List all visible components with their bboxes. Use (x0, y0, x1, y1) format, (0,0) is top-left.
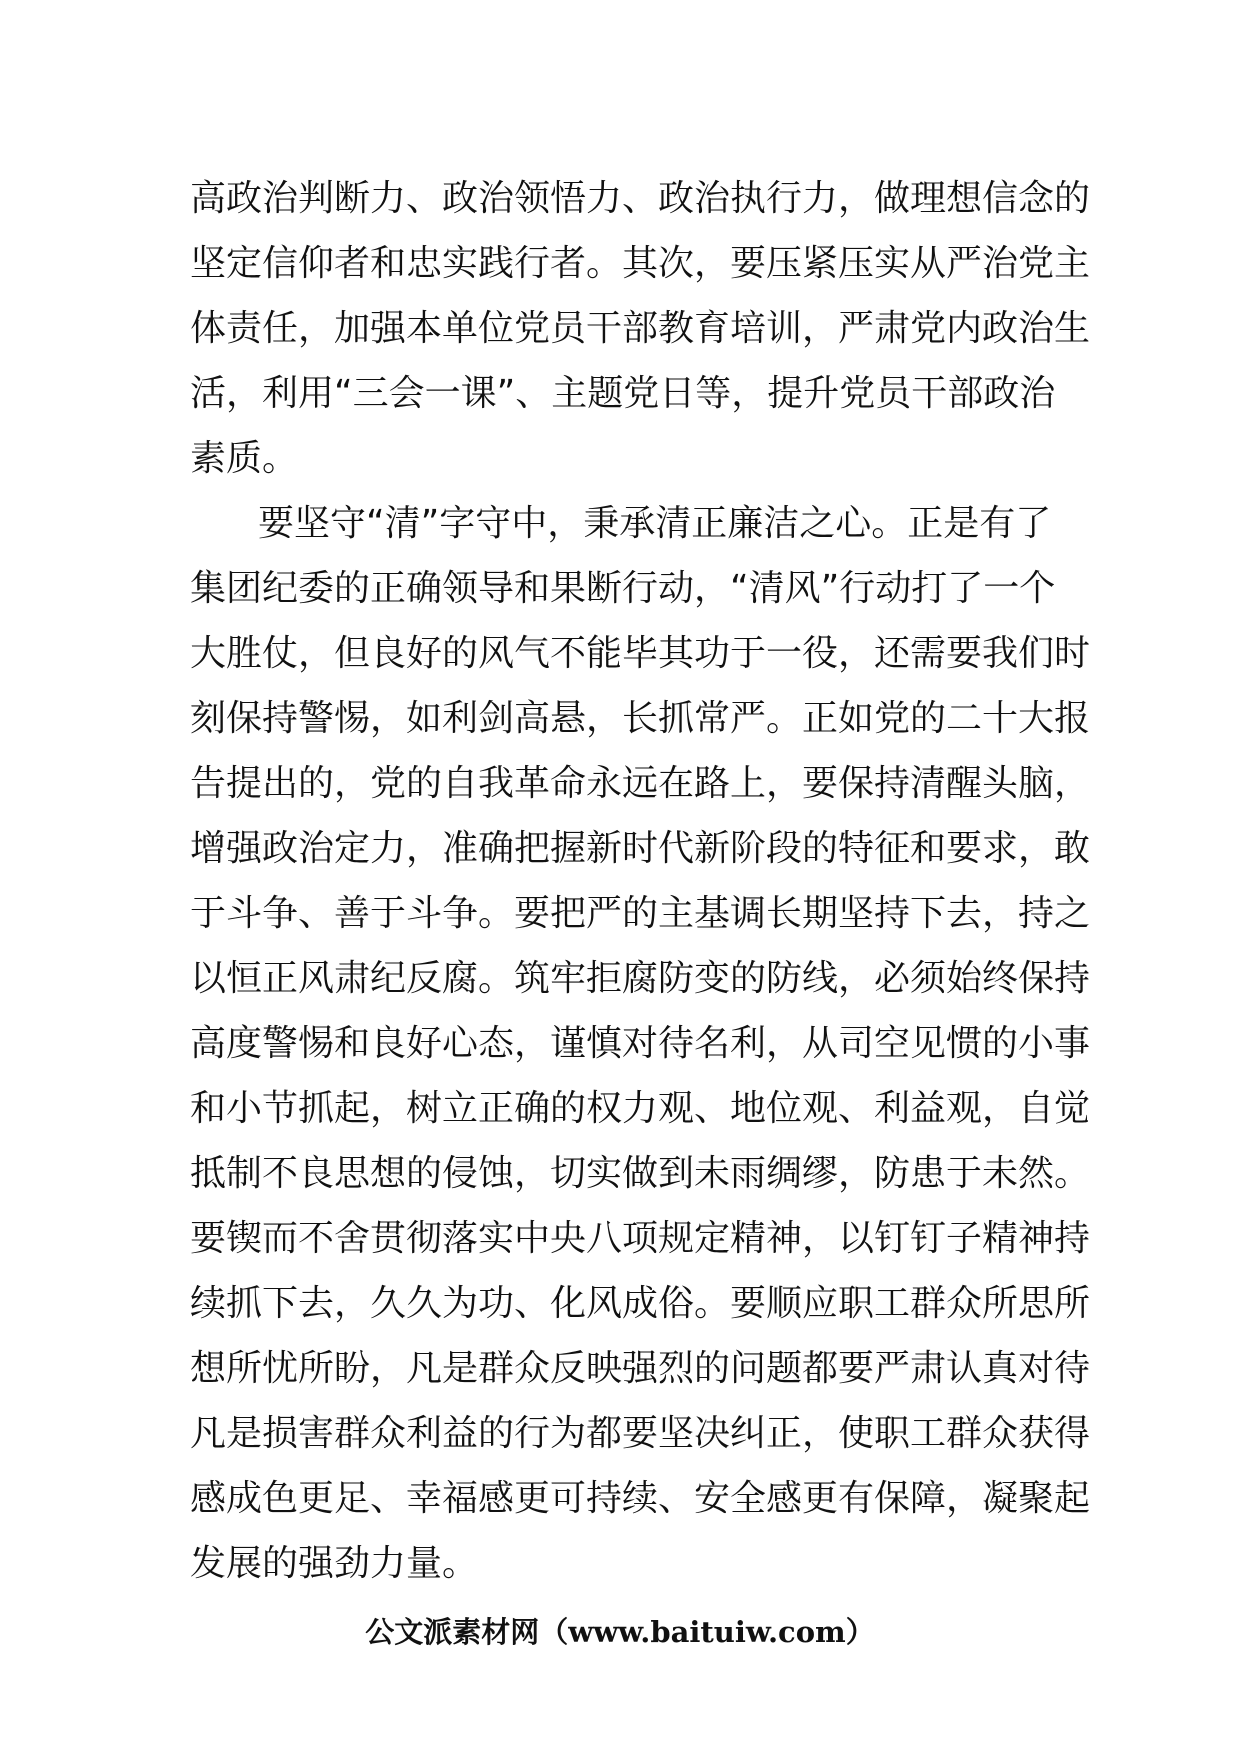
text-line: 体责任，加强本单位党员干部教育培训，严肃党内政治生 (190, 308, 1091, 349)
text-line: 于斗争、善于斗争。要把严的主基调长期坚持下去，持之 (190, 893, 1091, 934)
text-line: 坚定信仰者和忠实践行者。其次，要压紧压实从严治党主 (190, 243, 1091, 284)
text-line: 续抓下去，久久为功、化风成俗。要顺应职工群众所思所 (190, 1283, 1091, 1324)
text-line: 感成色更足、幸福感更可持续、安全感更有保障，凝聚起 (190, 1478, 1091, 1519)
text-line: 告提出的，党的自我革命永远在路上，要保持清醒头脑， (190, 763, 1091, 804)
text-line: 凡是损害群众利益的行为都要坚决纠正，使职工群众获得 (190, 1413, 1091, 1454)
text-line: 刻保持警惕，如利剑高悬，长抓常严。正如党的二十大报 (190, 698, 1091, 739)
text-line: 素质。 (190, 438, 299, 479)
text-line: 增强政治定力，准确把握新时代新阶段的特征和要求，敢 (190, 828, 1091, 869)
text-line: 要坚守“清”字守中，秉承清正廉洁之心。正是有了 (258, 503, 1052, 544)
footer-source: 公文派素材网（www.baituiw.com） (365, 1615, 875, 1649)
body-text (190, 166, 1091, 1596)
text-line: 和小节抓起，树立正确的权力观、地位观、利益观，自觉 (190, 1088, 1091, 1129)
paragraph-2 (190, 491, 1091, 1596)
text-line: 活，利用“三会一课”、主题党日等，提升党员干部政治 (190, 373, 1056, 414)
text-line: 集团纪委的正确领导和果断行动，“清风”行动打了一个 (190, 568, 1056, 609)
text-line: 发展的强劲力量。 (190, 1543, 479, 1584)
paragraph-1 (190, 166, 1091, 491)
text-line: 要锲而不舍贯彻落实中央八项规定精神，以钉钉子精神持 (190, 1218, 1091, 1259)
text-line: 大胜仗，但良好的风气不能毕其功于一役，还需要我们时 (190, 633, 1091, 674)
text-line: 以恒正风肃纪反腐。筑牢拒腐防变的防线，必须始终保持 (190, 958, 1091, 999)
text-line: 高政治判断力、政治领悟力、政治执行力，做理想信念的 (190, 178, 1091, 219)
text-line: 抵制不良思想的侵蚀，切实做到未雨绸缪，防患于未然。 (190, 1153, 1091, 1194)
text-line: 想所忧所盼，凡是群众反映强烈的问题都要严肃认真对待 (190, 1348, 1091, 1389)
text-line: 高度警惕和良好心态，谨慎对待名利，从司空见惯的小事 (190, 1023, 1091, 1064)
